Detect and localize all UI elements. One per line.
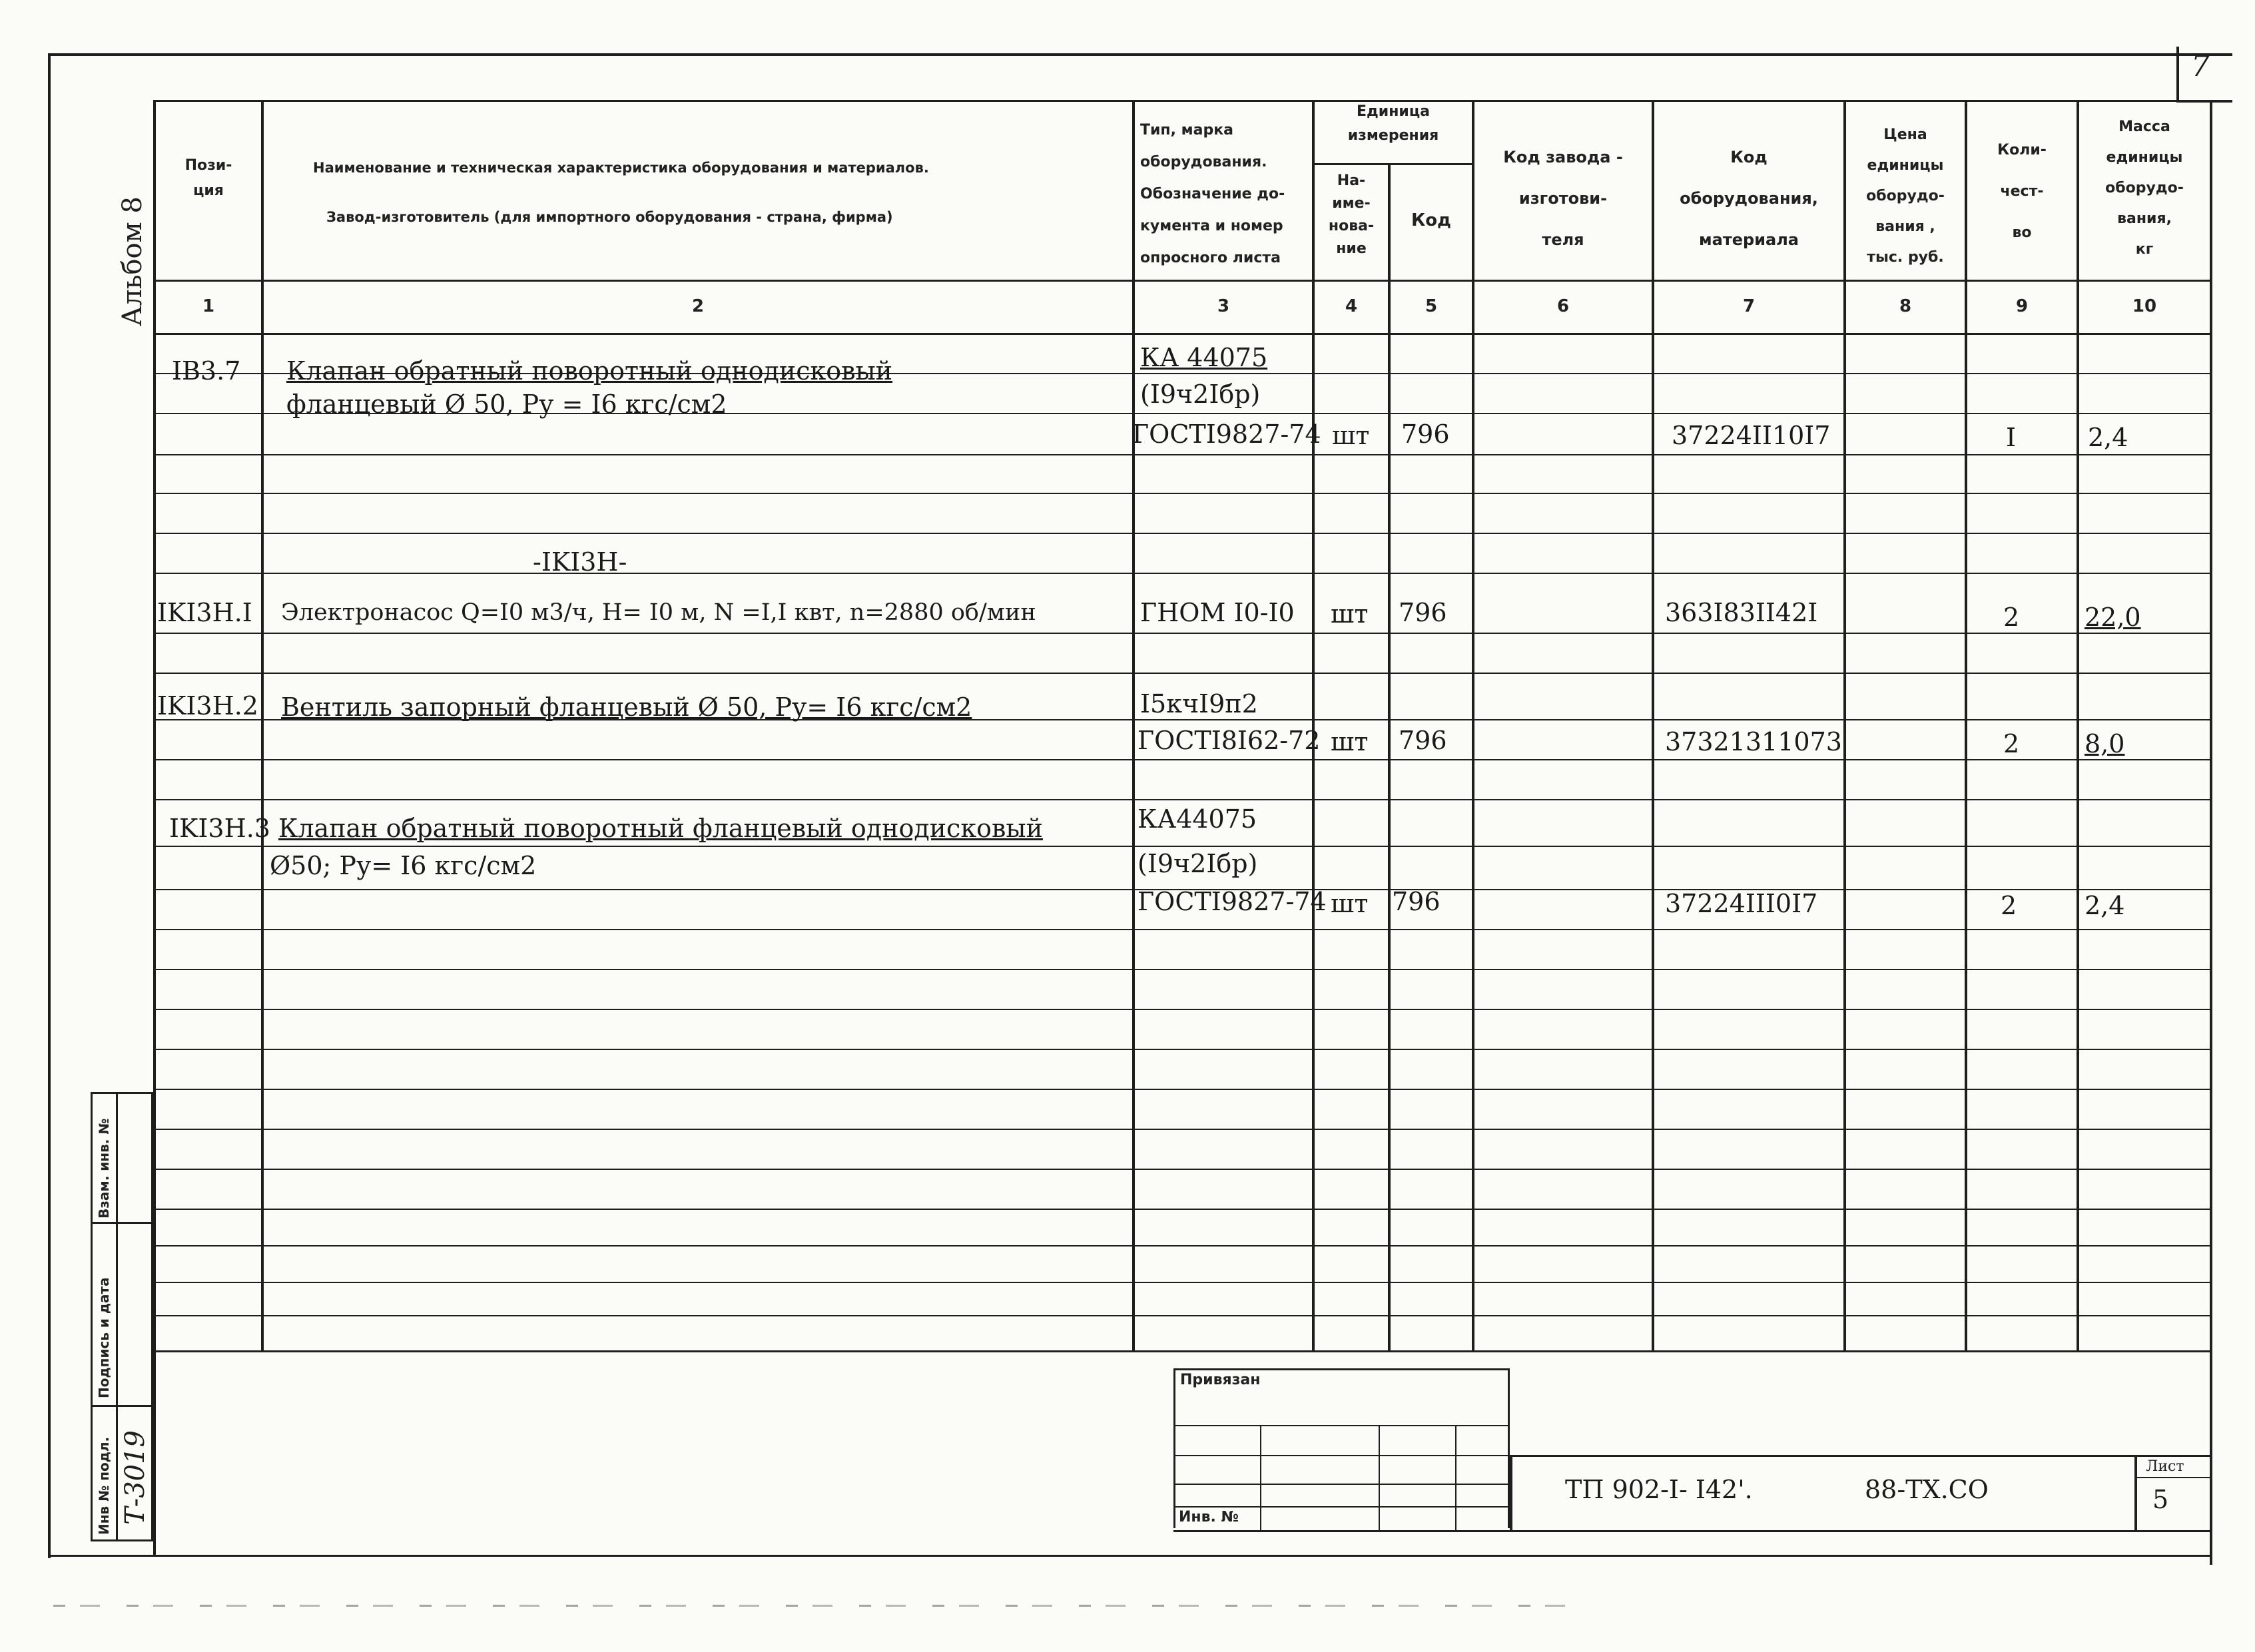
sheet-label: Лист bbox=[2146, 1458, 2184, 1475]
colnum-5: 5 bbox=[1425, 296, 1438, 316]
titleblock-left bbox=[1510, 1455, 1512, 1531]
header-unit-group: Единица измерения bbox=[1347, 103, 1439, 144]
row3-name: Вентиль запорный фланцевый Ø 50, Ру= I6 кгс/см2 bbox=[281, 692, 972, 722]
privyazan-box bbox=[1173, 1368, 1510, 1528]
row1-qty: I bbox=[2006, 423, 2017, 452]
header-col5: Код bbox=[1411, 210, 1452, 230]
header-col6: Код завода - изготови- теля bbox=[1503, 148, 1623, 249]
row-line bbox=[153, 1245, 2210, 1246]
row-line bbox=[153, 1282, 2210, 1283]
header-col7: Код оборудования, материала bbox=[1680, 148, 1818, 249]
table-top bbox=[153, 100, 2210, 102]
sheet-number: 5 bbox=[2152, 1485, 2169, 1514]
row1-type-line1: КА 44075 bbox=[1140, 343, 1268, 372]
album-label: Альбом 8 bbox=[117, 196, 148, 326]
col-line-4 bbox=[1388, 163, 1391, 1352]
col-line-7 bbox=[1843, 100, 1846, 1352]
row4-mass: 2,4 bbox=[2085, 891, 2125, 920]
row1-position: IB3.7 bbox=[172, 356, 241, 386]
side-stamp-line1 bbox=[91, 1222, 153, 1224]
row2-position: IKI3H.I bbox=[157, 598, 252, 627]
row4-name-line1: Клапан обратный поворотный фланцевый однодисковый bbox=[278, 814, 1043, 843]
row-line bbox=[153, 493, 2210, 494]
row3-unit: шт bbox=[1331, 727, 1369, 756]
row1-name-line2: фланцевый Ø 50, Ру = I6 кгс/см2 bbox=[286, 390, 727, 419]
row-line bbox=[153, 1209, 2210, 1210]
colnum-bottom bbox=[153, 333, 2210, 335]
row-line bbox=[153, 969, 2210, 970]
row-line bbox=[153, 759, 2210, 760]
colnum-2: 2 bbox=[691, 296, 705, 316]
privyazan-vline1 bbox=[1260, 1425, 1261, 1531]
row-line bbox=[153, 929, 2210, 930]
row3-position: IKI3H.2 bbox=[157, 691, 258, 720]
privyazan-line1 bbox=[1173, 1425, 1510, 1426]
row2-name: Электронасос Q=I0 м3/ч, H= I0 м, N =I,I квт, n=2880 об/мин bbox=[281, 599, 1036, 626]
row4-name-line2: Ø50; Ру= I6 кгс/см2 bbox=[270, 851, 537, 880]
privyazan-label: Привязан bbox=[1180, 1372, 1261, 1388]
header-col10: Масса единицы оборудо- вания, кг bbox=[2105, 119, 2184, 258]
sheet-box-left bbox=[2134, 1455, 2137, 1531]
row-line bbox=[153, 1169, 2210, 1170]
header-col2: Наименование и техническая характеристика оборудования и материалов. Завод-изготовитель (для импортного оборудования - страна, фирма) bbox=[313, 160, 929, 225]
header-col9: Коли- чест- во bbox=[1997, 142, 2047, 241]
row4-unit-code: 796 bbox=[1392, 887, 1441, 916]
row-line bbox=[153, 799, 2210, 800]
col-line-0 bbox=[153, 100, 156, 1352]
colnum-1: 1 bbox=[202, 296, 215, 316]
colnum-3: 3 bbox=[1217, 296, 1230, 316]
row4-qty: 2 bbox=[2001, 891, 2017, 920]
colnum-8: 8 bbox=[1899, 296, 1912, 316]
row3-qty: 2 bbox=[2003, 729, 2020, 758]
row1-equip-code: 37224II10I7 bbox=[1672, 421, 1831, 450]
side-stamp-inv-podl: Инв № подл. bbox=[96, 1436, 112, 1535]
header-col8: Цена единицы оборудо- вания , тыс. руб. bbox=[1866, 127, 1945, 266]
row1-name-line1: Клапан обратный поворотный однодисковый bbox=[286, 356, 893, 386]
row4-type-line1: КА44075 bbox=[1137, 804, 1257, 834]
col-line-1 bbox=[261, 100, 264, 1352]
row1-mass: 2,4 bbox=[2088, 423, 2128, 452]
row-line bbox=[153, 1315, 2210, 1316]
row1-unit: шт bbox=[1332, 421, 1370, 450]
row3-type-line1: I5кчI9п2 bbox=[1140, 689, 1258, 718]
row2-unit: шт bbox=[1331, 599, 1369, 629]
col-line-5 bbox=[1472, 100, 1474, 1352]
inv-no-label: Инв. № bbox=[1179, 1509, 1239, 1525]
row-line bbox=[153, 1129, 2210, 1130]
header-col1: Пози- ция bbox=[184, 157, 232, 199]
side-stamp-line2 bbox=[91, 1405, 153, 1407]
col-line-2 bbox=[1132, 100, 1135, 1352]
side-stamp-vzam: Взам. инв. № bbox=[96, 1118, 112, 1219]
row-line bbox=[153, 633, 2210, 634]
table-bottom bbox=[153, 1350, 2210, 1352]
col-line-9 bbox=[2077, 100, 2079, 1352]
side-stamp-podpis: Подпись и дата bbox=[96, 1277, 112, 1398]
row3-type-line2: ГОСТI8I62-72 bbox=[1137, 726, 1321, 755]
header-bottom bbox=[153, 280, 2210, 282]
document-code: ТП 902-I- I42'. bbox=[1565, 1475, 1753, 1504]
privyazan-line4 bbox=[1173, 1506, 1510, 1508]
row-line bbox=[153, 573, 2210, 574]
scan-noise bbox=[53, 1605, 1585, 1607]
row-line bbox=[153, 533, 2210, 534]
row3-equip-code: 37321311073 bbox=[1665, 727, 1842, 756]
titleblock-top bbox=[1510, 1455, 2210, 1457]
row2-unit-code: 796 bbox=[1399, 598, 1447, 627]
row4-type-line3: ГОСТI9827-74 bbox=[1137, 887, 1327, 916]
bottom-border bbox=[48, 1555, 2212, 1557]
row2-equip-code: 363I83II42I bbox=[1665, 598, 1818, 627]
unit-group-line bbox=[1312, 163, 1472, 165]
row1-type-line2: (I9ч2Iбр) bbox=[1140, 380, 1261, 409]
titleblock-bottom bbox=[1173, 1530, 2210, 1532]
document-code-suffix: 88-ТХ.СО bbox=[1865, 1475, 1989, 1504]
col-line-6 bbox=[1652, 100, 1654, 1352]
row1-unit-code: 796 bbox=[1401, 419, 1450, 449]
sheet-box-mid bbox=[2134, 1477, 2210, 1478]
privyazan-line2 bbox=[1173, 1455, 1510, 1456]
header-col3: Тип, марка оборудования. Обозначение до- кумента и номер опросного листа bbox=[1140, 122, 1285, 266]
row-line bbox=[153, 846, 2210, 847]
row3-unit-code: 796 bbox=[1399, 726, 1447, 755]
row-line bbox=[153, 1089, 2210, 1090]
colnum-9: 9 bbox=[2015, 296, 2029, 316]
side-stamp-handwritten: Т-3019 bbox=[120, 1430, 151, 1525]
row4-unit: шт bbox=[1331, 889, 1369, 918]
colnum-7: 7 bbox=[1742, 296, 1756, 316]
spec-table bbox=[153, 99, 2203, 1350]
privyazan-line3 bbox=[1173, 1484, 1510, 1485]
right-border bbox=[2210, 100, 2212, 1565]
colnum-10: 10 bbox=[2132, 296, 2157, 316]
corner-page-number: 7 bbox=[2191, 49, 2210, 83]
header-col4: На- име- нова- ние bbox=[1328, 172, 1375, 257]
row-line bbox=[153, 673, 2210, 674]
section-title: -IKI3H- bbox=[533, 547, 627, 577]
row4-position: IKI3H.3 bbox=[169, 814, 270, 843]
privyazan-vline2 bbox=[1379, 1425, 1380, 1531]
row1-type-line3: ГОСТI9827-74 bbox=[1132, 419, 1321, 449]
row-line bbox=[153, 454, 2210, 455]
row3-mass: 8,0 bbox=[2085, 729, 2125, 758]
row-line bbox=[153, 1009, 2210, 1010]
row2-mass: 22,0 bbox=[2085, 603, 2141, 632]
row4-equip-code: 37224III0I7 bbox=[1665, 889, 1818, 918]
row4-type-line2: (I9ч2Iбр) bbox=[1137, 849, 1258, 878]
side-stamp-divider bbox=[116, 1092, 118, 1541]
colnum-6: 6 bbox=[1556, 296, 1570, 316]
row2-qty: 2 bbox=[2003, 603, 2020, 632]
col-line-8 bbox=[1965, 100, 1967, 1352]
colnum-4: 4 bbox=[1345, 296, 1358, 316]
bottom-area-left bbox=[153, 1350, 156, 1557]
row-line bbox=[153, 1049, 2210, 1050]
row2-type: ГНОМ I0-I0 bbox=[1140, 598, 1295, 627]
privyazan-vline3 bbox=[1455, 1425, 1456, 1531]
